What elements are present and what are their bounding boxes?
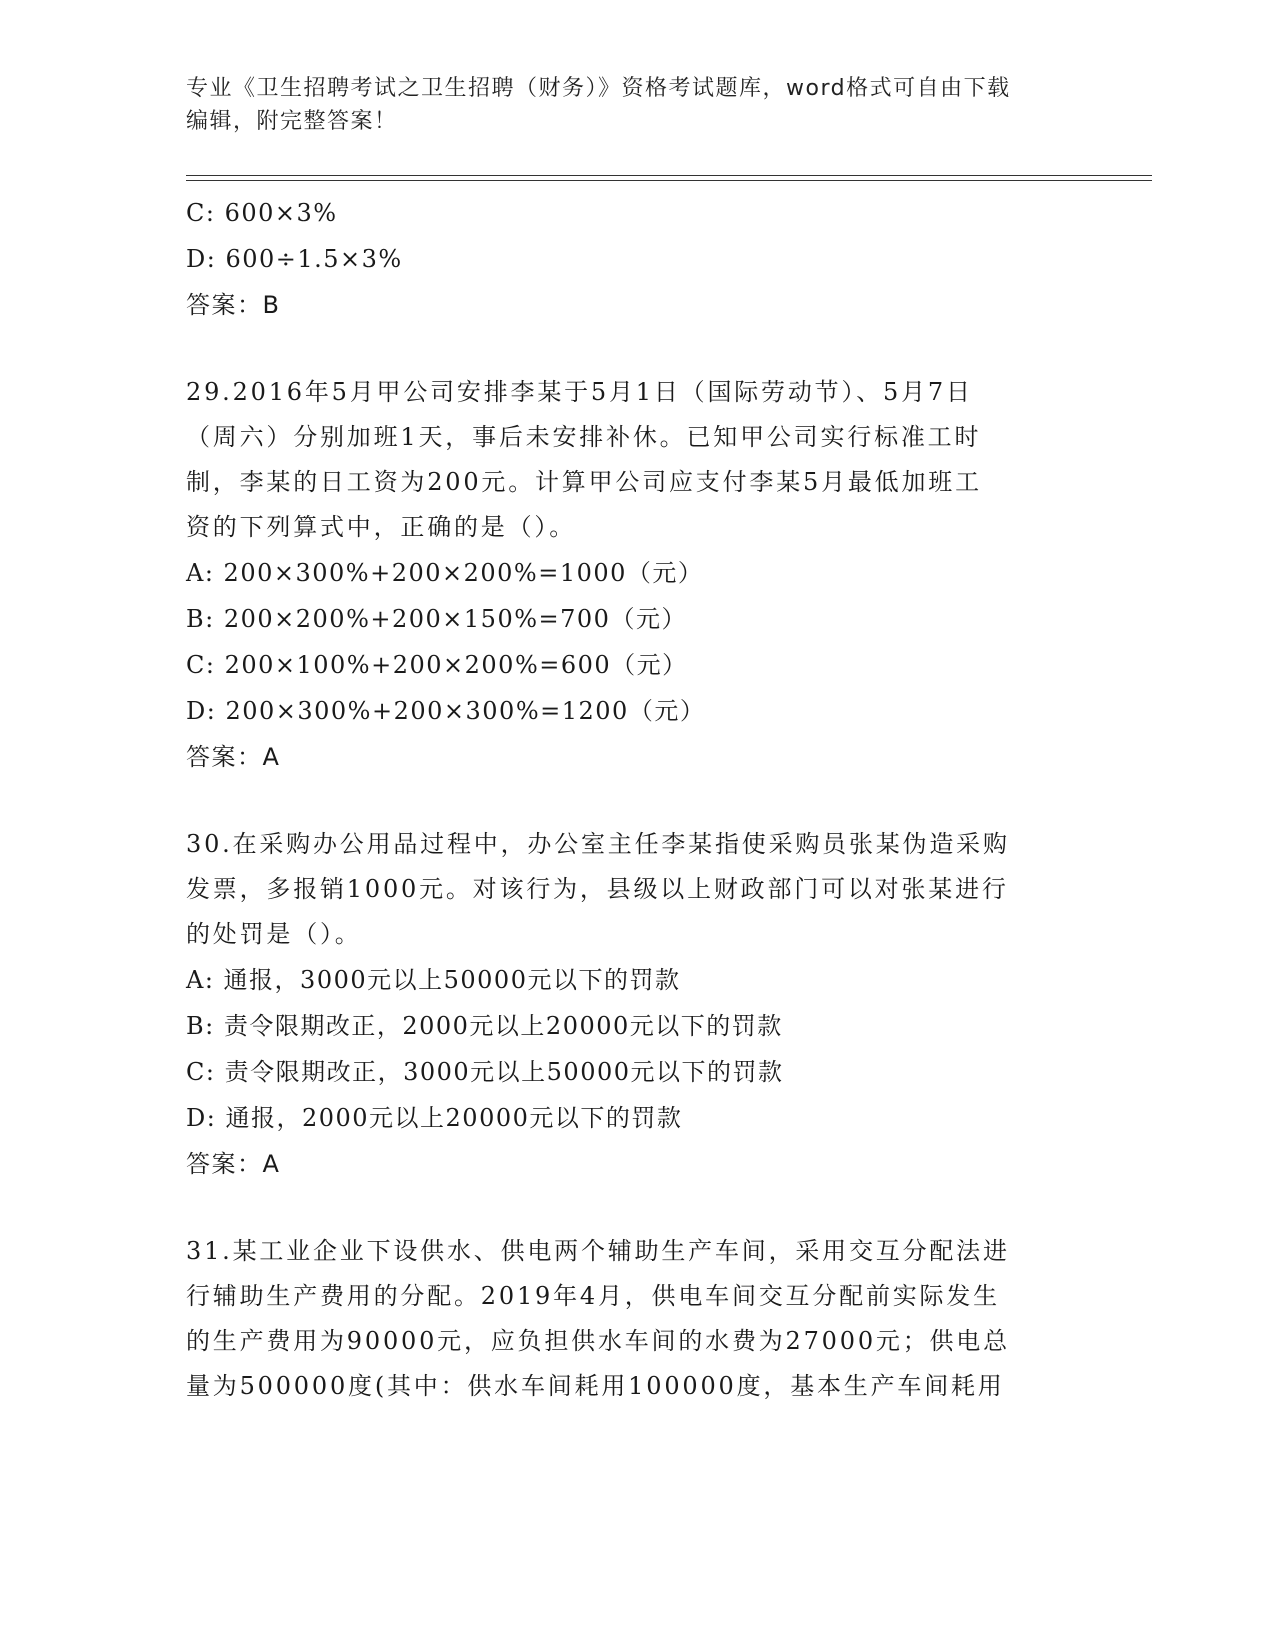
- stem-line: 的生产费用为90000元，应负担供水车间的水费为27000元；供电总: [186, 1327, 1010, 1355]
- option-c: C: 200×100%+200×200%=600（元）: [186, 651, 688, 679]
- stem-line: 制，李某的日工资为200元。计算甲公司应支付李某5月最低加班工: [186, 468, 982, 496]
- stem-line: 发票，多报销1000元。对该行为，县级以上财政部门可以对张某进行: [186, 875, 1009, 903]
- previous-question-tail: [186, 190, 1086, 328]
- option-c: C: 责令限期改正，3000元以上50000元以下的罚款: [186, 1058, 784, 1086]
- stem-line: （周六）分别加班1天，事后未安排补休。已知甲公司实行标准工时: [186, 423, 982, 451]
- question-stem: [186, 370, 1086, 550]
- option-d: D: 200×300%+200×300%=1200（元）: [186, 697, 706, 725]
- option-a: A: 200×300%+200×200%=1000（元）: [186, 559, 704, 587]
- header-line-1: 专业《卫生招聘考试之卫生招聘（财务）》资格考试题库，word格式可自由下载: [186, 76, 1011, 101]
- stem-line: 量为500000度(其中：供水车间耗用100000度，基本生产车间耗用: [186, 1372, 1005, 1400]
- option-d: D: 通报，2000元以上20000元以下的罚款: [186, 1104, 683, 1132]
- question-content: [186, 190, 1086, 1409]
- header-line-2: 编辑，附完整答案！: [186, 109, 398, 134]
- stem-line: 的处罚是（）。: [186, 920, 362, 948]
- question-31: [186, 1229, 1086, 1409]
- stem-line: 行辅助生产费用的分配。2019年4月，供电车间交互分配前实际发生: [186, 1282, 1000, 1310]
- stem-line: 30.在采购办公用品过程中，办公室主任李某指使采购员张某伪造采购: [186, 830, 1010, 858]
- option-b: B: 责令限期改正，2000元以上20000元以下的罚款: [186, 1012, 783, 1040]
- question-stem: [186, 822, 1086, 957]
- header-divider-top: [186, 175, 1152, 176]
- answer-line: 答案：A: [186, 1150, 281, 1178]
- stem-line: 31.某工业企业下设供水、供电两个辅助生产车间，采用交互分配法进: [186, 1237, 1010, 1265]
- option-c: C: 600×3%: [186, 199, 338, 227]
- question-30: [186, 822, 1086, 1187]
- page-header: [186, 72, 1086, 138]
- question-stem: [186, 1229, 1086, 1409]
- stem-line: 29.2016年5月甲公司安排李某于5月1日（国际劳动节）、5月7日: [186, 378, 973, 406]
- option-b: B: 200×200%+200×150%=700（元）: [186, 605, 687, 633]
- question-29: [186, 370, 1086, 780]
- option-d: D: 600÷1.5×3%: [186, 245, 403, 273]
- answer-line: 答案：A: [186, 743, 281, 771]
- header-divider-bottom: [186, 180, 1152, 181]
- option-a: A: 通报，3000元以上50000元以下的罚款: [186, 966, 681, 994]
- answer-line: 答案：B: [186, 291, 281, 319]
- stem-line: 资的下列算式中，正确的是（）。: [186, 513, 576, 541]
